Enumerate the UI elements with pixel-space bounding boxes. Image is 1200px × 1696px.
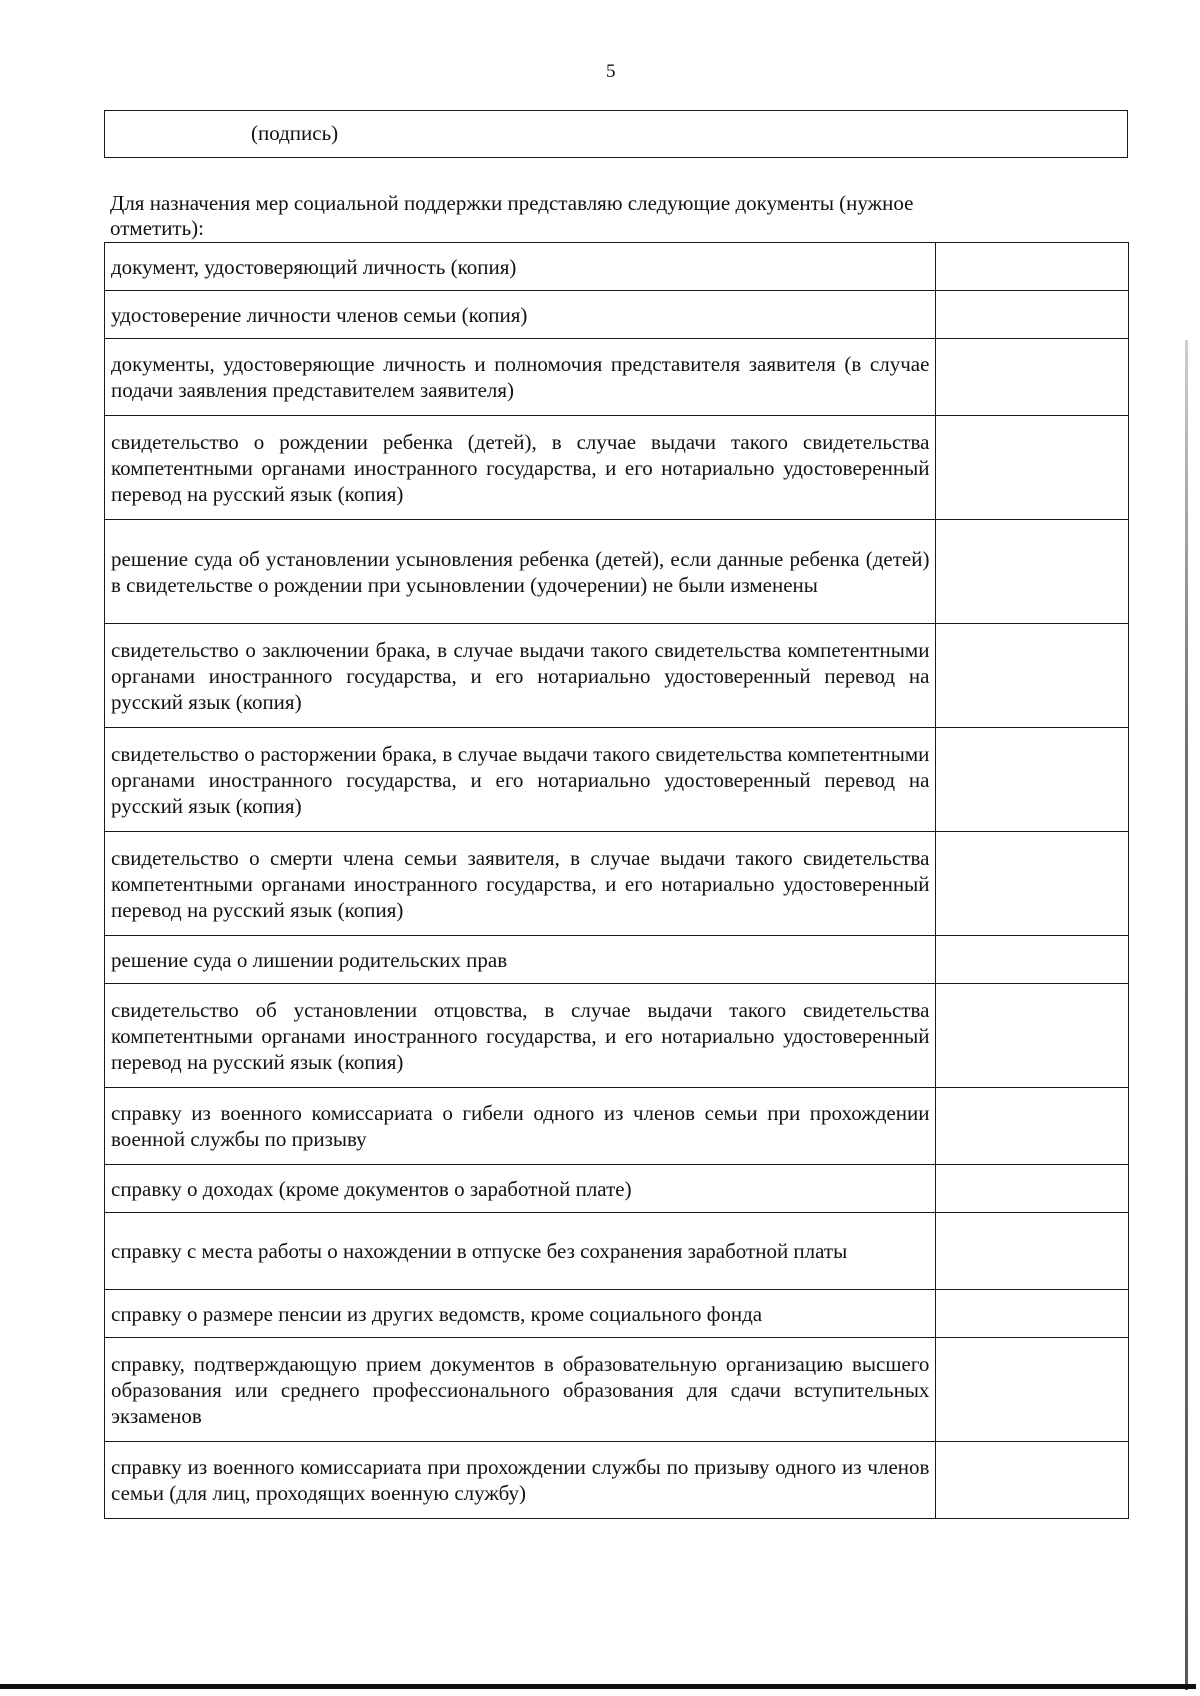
table-row xyxy=(105,624,1129,728)
document-name: свидетельство о смерти члена семьи заявителя, в случае выдачи такого свидетельства компетентными органами иностранного государства, и его нотариально удостоверенный перевод на русский язык (копия) xyxy=(105,832,936,936)
scan-edge-shadow xyxy=(1185,340,1188,1690)
document-name: удостоверение личности членов семьи (копия) xyxy=(105,291,936,339)
table-row xyxy=(105,984,1129,1088)
document-checkbox[interactable] xyxy=(936,984,1129,1088)
document-name: справку из военного комиссариата при прохождении службы по призыву одного из членов семьи (для лиц, проходящих военную службу) xyxy=(105,1442,936,1519)
document-name: свидетельство о заключении брака, в случае выдачи такого свидетельства компетентными органами иностранного государства, и его нотариально удостоверенный перевод на русский язык (копия) xyxy=(105,624,936,728)
document-name: свидетельство о рождении ребенка (детей), в случае выдачи такого свидетельства компетентными органами иностранного государства, и его нотариально удостоверенный перевод на русский язык (копия) xyxy=(105,416,936,520)
document-checkbox[interactable] xyxy=(936,1290,1129,1338)
document-checkbox[interactable] xyxy=(936,339,1129,416)
table-row xyxy=(105,416,1129,520)
page-number: 5 xyxy=(606,61,616,82)
document-checkbox[interactable] xyxy=(936,1165,1129,1213)
bottom-scan-border xyxy=(0,1684,1196,1689)
document-name: свидетельство об установлении отцовства, в случае выдачи такого свидетельства компетентными органами иностранного государства, и его нотариально удостоверенный перевод на русский язык (копия) xyxy=(105,984,936,1088)
table-row xyxy=(105,520,1129,624)
document-name: документы, удостоверяющие личность и полномочия представителя заявителя (в случае подачи заявления представителем заявителя) xyxy=(105,339,936,416)
document-checkbox[interactable] xyxy=(936,1442,1129,1519)
document-checkbox[interactable] xyxy=(936,624,1129,728)
table-row xyxy=(105,243,1129,291)
documents-intro: Для назначения мер социальной поддержки представляю следующие документы (нужное отметить): xyxy=(110,191,914,240)
document-name: решение суда о лишении родительских прав xyxy=(105,936,936,984)
table-row xyxy=(105,1338,1129,1442)
document-name: решение суда об установлении усыновления ребенка (детей), если данные ребенка (детей) в свидетельстве о рождении при усыновлении (удочерении) не были изменены xyxy=(105,520,936,624)
documents-table xyxy=(104,242,1129,1519)
document-checkbox[interactable] xyxy=(936,1338,1129,1442)
document-name: справку о доходах (кроме документов о заработной плате) xyxy=(105,1165,936,1213)
document-checkbox[interactable] xyxy=(936,936,1129,984)
signature-box[interactable] xyxy=(104,110,1128,158)
table-row xyxy=(105,728,1129,832)
table-row xyxy=(105,291,1129,339)
table-row xyxy=(105,1165,1129,1213)
document-name: справку с места работы о нахождении в отпуске без сохранения заработной платы xyxy=(105,1213,936,1290)
signature-label: (подпись) xyxy=(251,121,339,145)
document-checkbox[interactable] xyxy=(936,520,1129,624)
document-checkbox[interactable] xyxy=(936,243,1129,291)
document-name: документ, удостоверяющий личность (копия) xyxy=(105,243,936,291)
document-name: свидетельство о расторжении брака, в случае выдачи такого свидетельства компетентными органами иностранного государства, и его нотариально удостоверенный перевод на русский язык (копия) xyxy=(105,728,936,832)
document-name: справку, подтверждающую прием документов в образовательную организацию высшего образования или среднего профессионального образования для сдачи вступительных экзаменов xyxy=(105,1338,936,1442)
table-row xyxy=(105,832,1129,936)
document-name: справку о размере пенсии из других ведомств, кроме социального фонда xyxy=(105,1290,936,1338)
document-checkbox[interactable] xyxy=(936,1088,1129,1165)
table-row xyxy=(105,339,1129,416)
document-checkbox[interactable] xyxy=(936,1213,1129,1290)
table-row xyxy=(105,1213,1129,1290)
document-checkbox[interactable] xyxy=(936,728,1129,832)
table-row xyxy=(105,1088,1129,1165)
document-name: справку из военного комиссариата о гибели одного из членов семьи при прохождении военной службы по призыву xyxy=(105,1088,936,1165)
table-row xyxy=(105,1442,1129,1519)
document-checkbox[interactable] xyxy=(936,832,1129,936)
table-row xyxy=(105,936,1129,984)
document-checkbox[interactable] xyxy=(936,416,1129,520)
table-row xyxy=(105,1290,1129,1338)
document-checkbox[interactable] xyxy=(936,291,1129,339)
